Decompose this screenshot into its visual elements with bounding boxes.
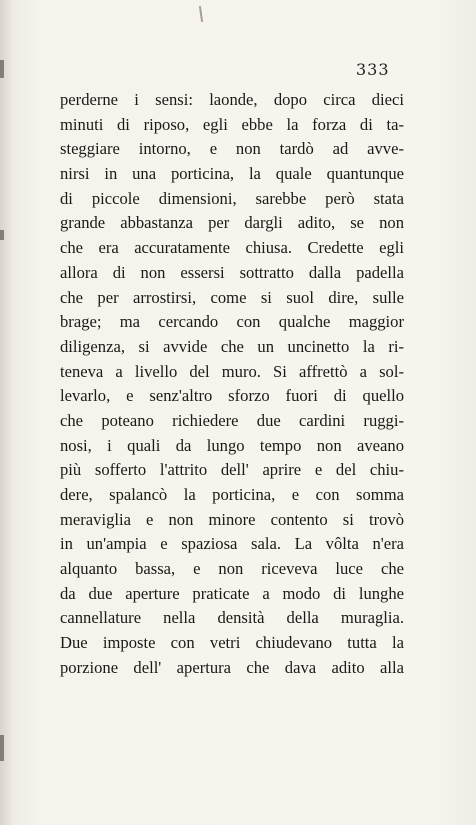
gutter-shadow <box>0 230 4 240</box>
text-line: nirsi in una porticina, la quale quantunque <box>60 164 404 184</box>
text-line: in un'ampia e spaziosa sala. La vôlta n'era <box>60 534 404 554</box>
text-line: da due aperture praticate a modo di lunghe <box>60 583 404 603</box>
text-line: diligenza, si avvide che un uncinetto la ri- <box>60 336 404 356</box>
text-line: che poteano richiedere due cardini ruggi- <box>60 410 404 430</box>
text-line: alquanto bassa, e non riceveva luce che <box>60 559 404 579</box>
text-line: più sofferto l'attrito dell' aprire e del chiu- <box>60 460 404 480</box>
text-line: brage; ma cercando con qualche maggior <box>60 312 404 332</box>
text-line: di piccole dimensioni, sarebbe però stata <box>60 188 404 208</box>
text-line: che era accuratamente chiusa. Credette egli <box>60 238 404 258</box>
text-line: levarlo, e senz'altro sforzo fuori di quello <box>60 386 404 406</box>
text-line: perderne i sensi: laonde, dopo circa dieci <box>60 90 404 109</box>
text-line: meraviglia e non minore contento si trovò <box>60 509 404 529</box>
text-line: steggiare intorno, e non tardò ad avve- <box>60 139 404 159</box>
text-line: porzione dell' apertura che dava adito alla <box>60 657 404 677</box>
text-line: grande abbastanza per dargli adito, se non <box>60 213 404 233</box>
text-line: minuti di riposo, egli ebbe la forza di ta- <box>60 114 404 134</box>
gutter-shadow <box>0 60 4 78</box>
page-number: 333 <box>356 60 390 79</box>
gutter-shadow <box>0 735 4 761</box>
text-line: Due imposte con vetri chiudevano tutta la <box>60 633 404 653</box>
text-line: allora di non essersi sottratto dalla padella <box>60 262 404 282</box>
text-line: nosi, i quali da lungo tempo non aveano <box>60 435 404 455</box>
body-text <box>60 88 404 681</box>
text-line: che per arrostirsi, come si suol dire, sulle <box>60 287 404 307</box>
text-line: teneva a livello del muro. Si affrettò a sol- <box>60 361 404 381</box>
text-line: dere, spalancò la porticina, e con somma <box>60 485 404 504</box>
print-mark <box>199 6 203 22</box>
text-line: cannellature nella densità della muraglia. <box>60 608 404 628</box>
